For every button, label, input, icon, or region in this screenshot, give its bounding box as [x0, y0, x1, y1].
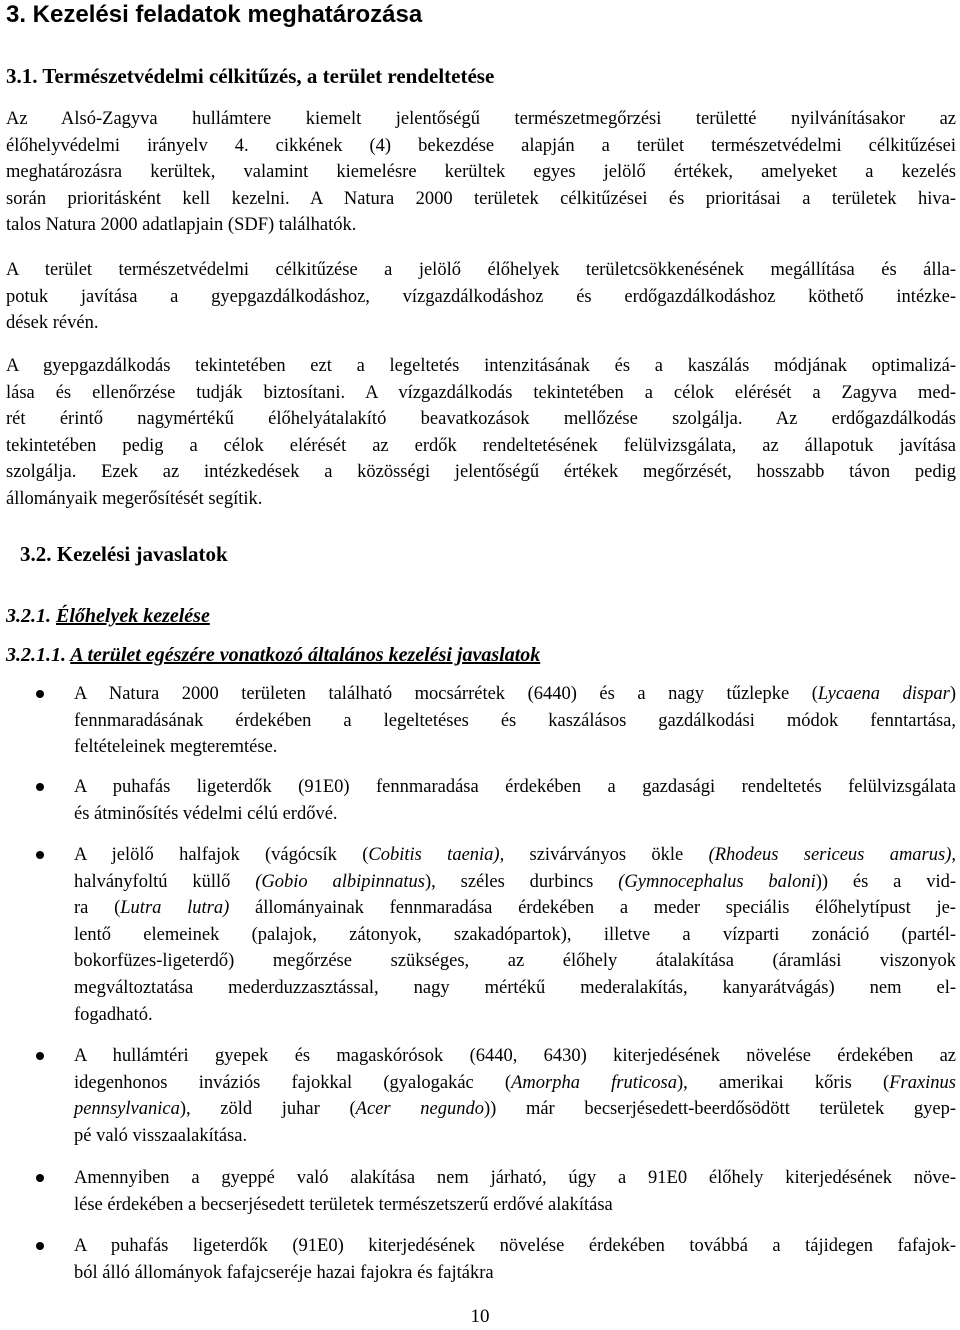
paragraph-2	[6, 257, 956, 337]
text-line: ból álló állományok fafajcseréje hazai fajokra és fajtákra	[74, 1262, 494, 1283]
bullet-icon	[36, 1052, 44, 1060]
text-span: ra (	[74, 898, 121, 919]
text-line: A hullámtéri gyepek és magaskórósok (6440, 6430) kiterjedésének növelése érdekében az	[74, 1046, 956, 1066]
text-line: A gyepgazdálkodás tekintetében ezt a legeltetés intenzitásának és a kaszálás módjának optimalizá-	[6, 356, 956, 376]
text-line	[74, 1070, 956, 1097]
bullet-icon	[36, 690, 44, 698]
species-name: pennsylvanica	[74, 1099, 180, 1120]
species-name: Acer negundo	[355, 1099, 484, 1120]
species-name: (Gobio albipinnatus	[255, 871, 426, 892]
text-line: szolgálja. Ezek az intézkedések a közösségi jelentőségű értékek megőrzését, hosszabb távon pedig	[6, 462, 956, 483]
text-line: A puhafás ligeterdők (91E0) fennmaradása érdekében a gazdasági rendeltetés felülvizsgálata	[74, 777, 956, 797]
text-line	[74, 869, 956, 896]
text-line: során prioritásként kell kezelni. A Natura 2000 területek célkitűzései és prioritásai a területek hiva-	[6, 188, 956, 209]
list-item-3	[74, 842, 956, 1028]
heading-number: 3.2.1.1.	[6, 644, 66, 666]
text-span: állományainak fennmaradása érdekében a meder speciális élőhelytípust je-	[229, 898, 956, 919]
bullet-icon	[36, 1174, 44, 1182]
text-line: talos Natura 2000 adatlapjain (SDF) találhatók.	[6, 215, 357, 236]
text-span: idegenhonos inváziós fajokkal (gyalogakác (	[74, 1072, 512, 1093]
text-span: ), amerikai kőris (	[676, 1072, 890, 1093]
section-heading-3-2: 3.2. Kezelési javaslatok	[20, 542, 228, 566]
text-line: feltételeinek megteremtése.	[74, 737, 278, 758]
text-line: Az Alsó-Zagyva hullámtere kiemelt jelentőségű természetmegőrzési területté nyilvánításakor az	[6, 109, 956, 129]
text-line: bokorfüzes-ligeterdő) megőrzése szükséges, az élőhely átalakítása (áramlási viszonyok	[74, 951, 956, 972]
text-line: állományaik megerősítését segítik.	[6, 488, 263, 509]
text-line: és átminősítés védelmi célú erdővé.	[74, 803, 338, 824]
list-item-6	[74, 1233, 956, 1286]
heading-text: Élőhelyek kezelése	[56, 605, 210, 627]
text-span: ), széles durbincs	[425, 871, 619, 892]
section-heading-3-1: 3.1. Természetvédelmi célkitűzés, a terület rendeltetése	[6, 64, 495, 88]
species-name: (Rhodeus sericeus amarus),	[708, 845, 956, 865]
list-item-2	[74, 774, 956, 827]
species-name: (Gymnocephalus baloni	[618, 871, 816, 892]
heading-text: A terület egészére vonatkozó általános kezelési javaslatok	[70, 644, 541, 666]
text-span: )) és a vid-	[815, 871, 957, 892]
species-name: Amorpha fruticosa	[511, 1072, 677, 1093]
text-span: )) már becserjésedett-beerdősödött területek gyep-	[483, 1099, 957, 1120]
text-line: megváltoztatása mederduzzasztással, nagy mértékű mederalakítás, kanyarátvágás) nem el-	[74, 977, 956, 998]
text-line: fogadható.	[74, 1004, 153, 1025]
text-line: meghatározásra kerültek, valamint kiemelésre kerültek egyes jelölő értékek, amelyeket a kezelés	[6, 162, 956, 183]
heading-number: 3.2.1.	[6, 605, 51, 627]
text-span: szivárványos ökle	[504, 845, 709, 865]
text-line	[74, 681, 956, 708]
text-line: lása és ellenőrzése tudják biztosítani. A vízgazdálkodás tekintetében a célok elérését a Zagyva med-	[6, 382, 956, 403]
species-name: Cobitis taenia),	[368, 845, 505, 865]
page-number: 10	[470, 1306, 490, 1327]
list-item-4	[74, 1043, 956, 1149]
bullet-icon	[36, 1242, 44, 1250]
species-name: Lycaena dispar	[817, 684, 950, 704]
text-line: lentő elemeinek (palajok, zátonyok, szakadópartok), illetve a vízparti zonáció (partél-	[74, 924, 956, 945]
paragraph-3	[6, 353, 956, 513]
bullet-icon	[36, 783, 44, 791]
text-line: rét érintő nagymértékű élőhelyátalakító beavatkozások mellőzése szolgálja. Az erdőgazdálkodás	[6, 409, 956, 430]
paragraph-1	[6, 106, 956, 239]
species-name: Fraxinus	[889, 1072, 956, 1093]
text-span: A Natura 2000 területen található mocsárrétek (6440) és a nagy tűzlepke (	[74, 684, 818, 704]
list-item-1	[74, 681, 956, 761]
section-heading-3-2-1-1	[6, 641, 540, 669]
section-heading-3: 3. Kezelési feladatok meghatározása	[6, 1, 423, 28]
text-span: ), zöld juhar (	[179, 1099, 356, 1120]
list-item-5	[74, 1165, 956, 1218]
text-line	[74, 1096, 956, 1123]
text-span: A jelölő halfajok (vágócsík (	[74, 845, 369, 865]
text-line: A terület természetvédelmi célkitűzése a jelölő élőhelyek területcsökkenésének megállítása és álla-	[6, 260, 956, 280]
text-line: A puhafás ligeterdők (91E0) kiterjedésének növelése érdekében továbbá a tájidegen fafajok-	[74, 1236, 956, 1256]
section-heading-3-2-1	[6, 602, 210, 630]
text-line: dések révén.	[6, 313, 99, 334]
species-name: Lutra lutra)	[120, 898, 230, 919]
text-span: halványfoltú küllő	[74, 871, 256, 892]
text-span: )	[949, 684, 956, 704]
text-line: élőhelyvédelmi irányelv 4. cikkének (4) bekezdése alapján a terület természetvédelmi célkitűzései	[6, 135, 956, 156]
text-line: pé való visszaalakítása.	[74, 1125, 248, 1146]
bullet-icon	[36, 851, 44, 859]
text-line: fennmaradásának érdekében a legeltetéses és kaszálásos gazdálkodási módok fenntartása,	[74, 710, 956, 731]
text-line	[74, 842, 956, 869]
text-line: tekintetében pedig a célok elérését az erdők rendeltetésének felülvizsgálata, az állapotuk javítása	[6, 435, 956, 456]
text-line: lése érdekében a becserjésedett területek természetszerű erdővé alakítása	[74, 1194, 613, 1215]
text-line	[74, 895, 956, 922]
text-line: Amennyiben a gyeppé való alakítása nem járható, úgy a 91E0 élőhely kiterjedésének növe-	[74, 1168, 956, 1188]
text-line: potuk javítása a gyepgazdálkodáshoz, vízgazdálkodáshoz és erdőgazdálkodáshoz köthető intézke-	[6, 286, 956, 307]
